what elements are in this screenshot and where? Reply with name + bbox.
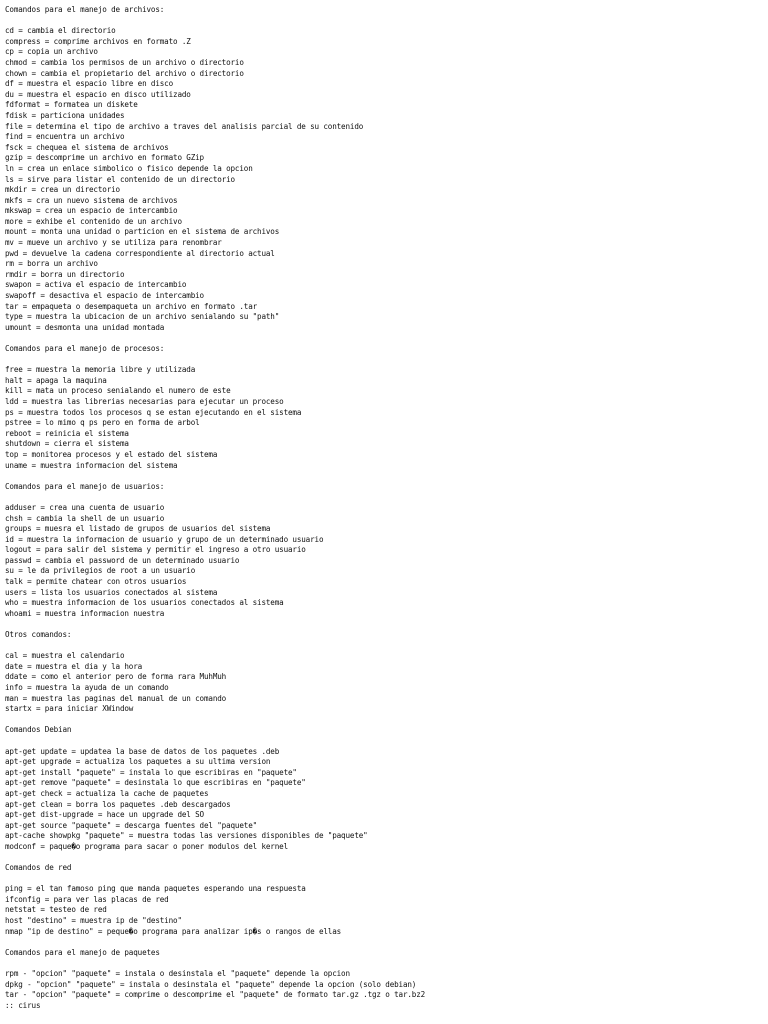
command-line: info = muestra la ayuda de un comando bbox=[5, 683, 169, 692]
blank-line bbox=[5, 619, 765, 630]
command-line: ps = muestra todos los procesos q se estan ejecutando en el sistema bbox=[5, 407, 302, 417]
command-line: kill = mata un proceso senialando el numero de este bbox=[5, 386, 231, 396]
command-line: apt-get install "paquete" = instala lo que escribiras en "paquete" bbox=[5, 767, 297, 777]
command-line: apt-get dist-upgrade = hace un upgrade del SO bbox=[5, 810, 204, 820]
command-line: su = le da privilegios de root a un usuario bbox=[5, 566, 196, 576]
command-line: whoami = muestra informacion nuestra bbox=[5, 608, 165, 618]
command-line: logout = para salir del sistema y permitir el ingreso a otro usuario bbox=[5, 545, 306, 555]
blank-line bbox=[5, 355, 765, 366]
command-line: ddate = como el anterior pero de forma rara MuhMuh bbox=[5, 672, 227, 682]
blank-line bbox=[5, 16, 765, 27]
command-line: startx = para iniciar XWindow bbox=[5, 704, 134, 714]
command-line: umount = desmonta una unidad montada bbox=[5, 322, 165, 332]
command-line: ldd = muestra las librerias necesarias para ejecutar un proceso bbox=[5, 396, 284, 406]
command-line: compress = comprime archivos en formato .Z bbox=[5, 36, 191, 46]
command-line: users = lista los usuarios conectados al sistema bbox=[5, 587, 218, 597]
command-line: free = muestra la memoria libre y utilizada bbox=[5, 365, 196, 375]
command-line: mkdir = crea un directorio bbox=[5, 185, 120, 195]
command-line: ls = sirve para listar el contenido de un directorio bbox=[5, 174, 235, 184]
command-line: tar = empaqueta o desempaqueta un archivo en formato .tar bbox=[5, 301, 258, 311]
command-line: chmod = cambia los permisos de un archivo o directorio bbox=[5, 57, 244, 67]
command-line: find = encuentra un archivo bbox=[5, 132, 125, 142]
command-line: pstree = lo mimo q ps pero en forma de arbol bbox=[5, 418, 200, 428]
blank-line bbox=[5, 471, 765, 482]
command-line: swapon = activa el espacio de intercambio bbox=[5, 280, 187, 290]
command-line: fsck = chequea el sistema de archivos bbox=[5, 142, 169, 152]
command-line: mkfs = cra un nuevo sistema de archivos bbox=[5, 195, 178, 205]
command-line: halt = apaga la maquina bbox=[5, 375, 107, 385]
blank-line bbox=[5, 874, 765, 885]
command-line: mv = mueve un archivo y se utiliza para renombrar bbox=[5, 238, 222, 248]
command-line: swapoff = desactiva el espacio de intercambio bbox=[5, 291, 204, 301]
blank-line bbox=[5, 937, 765, 948]
command-line: more = exhibe el contenido de un archivo bbox=[5, 216, 182, 226]
command-line: top = monitorea procesos y el estado del sistema bbox=[5, 449, 218, 459]
command-line: shutdown = cierra el sistema bbox=[5, 439, 129, 449]
section-heading: Comandos para el manejo de paquetes bbox=[5, 947, 160, 957]
command-line: rm = borra un archivo bbox=[5, 259, 98, 269]
section-heading: Comandos para el manejo de usuarios: bbox=[5, 481, 165, 491]
command-line: reboot = reinicia el sistema bbox=[5, 428, 129, 438]
command-line: fdformat = formatea un diskete bbox=[5, 100, 138, 110]
command-line: cp = copia un archivo bbox=[5, 47, 98, 57]
command-line: passwd = cambia el password de un determinado usuario bbox=[5, 555, 240, 565]
command-line: apt-cache showpkg "paquete" = muestra todas las versiones disponibles de "paquete" bbox=[5, 831, 368, 841]
command-line: chown = cambia el propietario del archivo o directorio bbox=[5, 68, 244, 78]
command-line: type = muestra la ubicacion de un archivo senialando su "path" bbox=[5, 312, 280, 322]
command-line: apt-get remove "paquete" = desinstala lo que escribiras en "paquete" bbox=[5, 778, 306, 788]
blank-line bbox=[5, 715, 765, 726]
command-line: groups = muesra el listado de grupos de usuarios del sistema bbox=[5, 524, 271, 534]
command-line: mkswap = crea un espacio de intercambio bbox=[5, 206, 178, 216]
blank-line bbox=[5, 736, 765, 747]
section-heading: Comandos Debian bbox=[5, 725, 72, 735]
command-line: apt-get update = updatea la base de datos de los paquetes .deb bbox=[5, 746, 280, 756]
command-line: mount = monta una unidad o particion en el sistema de archivos bbox=[5, 227, 280, 237]
command-line: man = muestra las paginas del manual de un comando bbox=[5, 693, 227, 703]
blank-line bbox=[5, 853, 765, 864]
command-line: who = muestra informacion de los usuarios conectados al sistema bbox=[5, 598, 284, 608]
command-line: tar - "opcion" "paquete" = comprime o descomprime el "paquete" de formato tar.gz .tgz o tar.bz2 bbox=[5, 990, 426, 1000]
blank-line bbox=[5, 333, 765, 344]
command-line: modconf = paque�o programa para sacar o poner modulos del kernel bbox=[5, 841, 288, 851]
command-line: apt-get check = actualiza la cache de paquetes bbox=[5, 788, 209, 798]
document-page bbox=[5, 5, 765, 1011]
command-line: apt-get clean = borra los paquetes .deb descargados bbox=[5, 799, 231, 809]
command-line: gzip = descomprime un archivo en formato GZip bbox=[5, 153, 204, 163]
command-line: rmdir = borra un directorio bbox=[5, 269, 125, 279]
command-line: ifconfig = para ver las placas de red bbox=[5, 894, 169, 904]
command-line: df = muestra el espacio libre en disco bbox=[5, 79, 174, 89]
section-heading: Otros comandos: bbox=[5, 630, 72, 640]
command-line: cd = cambia el directorio bbox=[5, 26, 116, 36]
command-line: ln = crea un enlace simbolico o fisico depende la opcion bbox=[5, 163, 253, 173]
command-line: apt-get source "paquete" = descarga fuentes del "paquete" bbox=[5, 820, 258, 830]
command-line: rpm - "opcion" "paquete" = instala o desinstala el "paquete" depende la opcion bbox=[5, 969, 350, 979]
command-line: netstat = testeo de red bbox=[5, 905, 107, 915]
section-heading: Comandos para el manejo de procesos: bbox=[5, 344, 165, 353]
command-line: file = determina el tipo de archivo a traves del analisis parcial de su contenido bbox=[5, 121, 364, 131]
command-line: talk = permite chatear con otros usuarios bbox=[5, 577, 187, 587]
command-line: nmap "ip de destino" = peque�o programa para analizar ip�s o rangos de ellas bbox=[5, 926, 342, 936]
blank-line bbox=[5, 492, 765, 503]
command-line: ping = el tan famoso ping que manda paquetes esperando una respuesta bbox=[5, 884, 306, 894]
command-line: fdisk = particiona unidades bbox=[5, 110, 125, 120]
command-line: pwd = devuelve la cadena correspondiente al directorio actual bbox=[5, 248, 275, 258]
section-heading: Comandos de red bbox=[5, 863, 72, 873]
section-heading: Comandos para el manejo de archivos: bbox=[5, 5, 165, 14]
blank-line bbox=[5, 958, 765, 969]
command-line: date = muestra el dia y la hora bbox=[5, 661, 143, 671]
command-line: chsh = cambia la shell de un usuario bbox=[5, 513, 165, 523]
blank-line bbox=[5, 641, 765, 652]
command-line: id = muestra la informacion de usuario y grupo de un determinado usuario bbox=[5, 534, 324, 544]
command-line: uname = muestra informacion del sistema bbox=[5, 460, 178, 470]
command-line: cal = muestra el calendario bbox=[5, 651, 125, 661]
command-line: host "destino" = muestra ip de "destino" bbox=[5, 916, 182, 926]
command-line: apt-get upgrade = actualiza los paquetes a su ultima version bbox=[5, 757, 271, 767]
command-line: du = muestra el espacio en disco utilizado bbox=[5, 89, 191, 99]
command-line: dpkg - "opcion" "paquete" = instala o desinstala el "paquete" depende la opcion (solo debian) bbox=[5, 979, 417, 989]
command-line: adduser = crea una cuenta de usuario bbox=[5, 502, 165, 512]
command-line: :: cirus bbox=[5, 1000, 41, 1010]
